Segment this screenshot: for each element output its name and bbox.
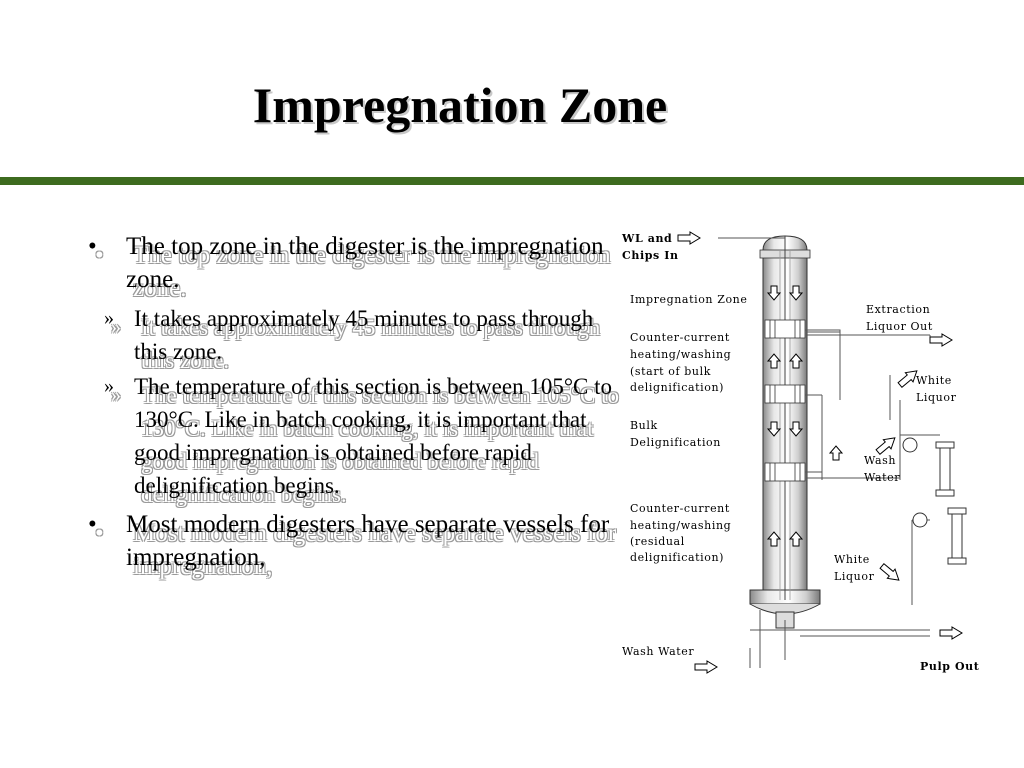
arrow-icon	[695, 661, 717, 673]
arrow-icon	[940, 627, 962, 639]
label-wash-1: Wash	[864, 454, 897, 467]
label-extraction: Extraction	[866, 303, 931, 316]
label-wash-water: Wash Water	[622, 645, 695, 658]
sub-bullet-marker: »	[104, 375, 114, 397]
label-white-2: White	[834, 553, 870, 566]
arrow-icon	[878, 561, 903, 584]
label-cc1-line4: delignification)	[630, 381, 725, 394]
label-liquor-2: Liquor	[834, 570, 875, 583]
label-pulp-out: Pulp Out	[920, 660, 980, 673]
label-liquor-out: Liquor Out	[866, 320, 933, 333]
digester-diagram	[600, 220, 1000, 690]
title-divider	[0, 177, 1024, 185]
digester-vessel	[750, 236, 842, 628]
bullet-marker: •	[88, 233, 97, 260]
label-white-1: White	[916, 374, 952, 387]
sub-bullet-text: The temperature of this section is between 105°C to 130°C. Like in batch cooking, it is important that good impregnation is obtained before rapid delignification begins.	[134, 374, 613, 498]
bullet-marker: •	[88, 511, 97, 538]
sub-bullet-item	[50, 302, 618, 368]
label-impregnation-zone: Impregnation Zone	[630, 293, 748, 306]
sub-bullet-item	[50, 370, 618, 502]
bullet-text: The top zone in the digester is the impregnation zone.	[126, 233, 604, 293]
sub-bullet-marker: »	[104, 307, 114, 329]
arrow-icon	[678, 232, 700, 244]
sub-bullet-text: It takes approximately 45 minutes to pass through this zone.	[134, 306, 594, 364]
arrow-icon	[930, 334, 952, 346]
label-water-1: Water	[864, 471, 901, 484]
label-delignification: Delignification	[630, 436, 721, 449]
label-bulk: Bulk	[630, 419, 658, 432]
label-cc2-line2: heating/washing	[630, 519, 732, 532]
label-cc1-line1: Counter-current	[630, 331, 730, 344]
bullet-item	[88, 230, 618, 296]
label-cc2-line1: Counter-current	[630, 502, 730, 515]
label-wl-and: WL and	[622, 232, 673, 245]
bullet-list	[88, 230, 618, 574]
bullet-text: Most modern digesters have separate vessels for impregnation,	[126, 511, 610, 571]
label-cc1-line2: heating/washing	[630, 348, 732, 361]
label-cc2-line3: (residual	[630, 535, 685, 548]
label-liquor-1: Liquor	[916, 391, 957, 404]
label-chips-in: Chips In	[622, 249, 679, 262]
label-cc2-line4: delignification)	[630, 551, 725, 564]
label-cc1-line3: (start of bulk	[630, 365, 711, 378]
slide-title: Impregnation Zone	[252, 77, 668, 133]
bullet-item	[88, 508, 618, 574]
